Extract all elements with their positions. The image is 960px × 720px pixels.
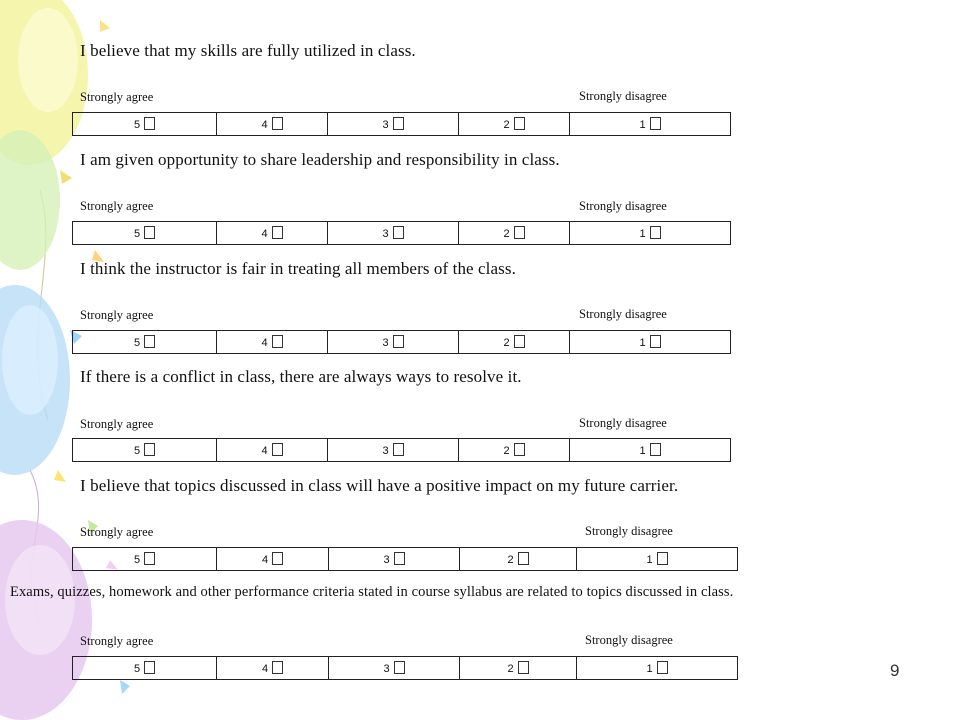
question-text: I am given opportunity to share leadership and responsibility in class. [80,150,560,169]
checkbox[interactable] [518,661,529,674]
strongly-disagree-label: Strongly disagree [579,307,667,321]
strongly-disagree-label: Strongly disagree [585,633,673,647]
option-label: 3 [382,337,389,349]
option-label: 4 [261,228,268,240]
option-label: 1 [646,554,653,566]
option-5[interactable] [73,548,217,571]
rating-scale [72,330,731,354]
option-label: 5 [133,663,141,675]
option-1[interactable] [577,657,738,680]
option-label: 2 [507,663,514,675]
option-4[interactable] [217,657,329,680]
option-4[interactable] [217,439,328,462]
strongly-disagree-label: Strongly disagree [579,416,667,430]
checkbox[interactable] [650,117,661,130]
option-4[interactable] [217,331,328,354]
option-1[interactable] [570,113,731,136]
checkbox[interactable] [393,443,404,456]
option-5[interactable] [73,222,217,245]
checkbox[interactable] [393,335,404,348]
checkbox[interactable] [518,552,529,565]
option-3[interactable] [329,657,460,680]
checkbox[interactable] [393,117,404,130]
checkbox[interactable] [514,226,525,239]
option-label: 1 [646,663,653,675]
checkbox[interactable] [144,552,155,565]
checkbox[interactable] [650,335,661,348]
option-1[interactable] [570,439,731,462]
strongly-disagree-label: Strongly disagree [579,199,667,213]
option-3[interactable] [328,331,459,354]
option-4[interactable] [217,222,328,245]
checkbox[interactable] [650,443,661,456]
checkbox[interactable] [144,226,155,239]
question-text: I think the instructor is fair in treating all members of the class. [80,259,516,278]
option-2[interactable] [460,657,577,680]
question-text: Exams, quizzes, homework and other performance criteria stated in course syllabus are related to topics discussed in class. [10,584,734,600]
checkbox[interactable] [394,552,405,565]
checkbox[interactable] [272,335,283,348]
checkbox[interactable] [144,443,155,456]
checkbox[interactable] [272,226,283,239]
checkbox[interactable] [272,552,283,565]
strongly-agree-label: Strongly agree [80,417,154,431]
option-2[interactable] [460,548,577,571]
option-5[interactable] [73,331,217,354]
page-number: 9 [890,661,900,680]
option-label: 4 [261,119,268,131]
rating-scale [72,112,731,136]
checkbox[interactable] [514,117,525,130]
question-text: I believe that my skills are fully utilized in class. [80,41,416,60]
rating-scale [72,221,731,245]
checkbox[interactable] [144,661,155,674]
checkbox[interactable] [650,226,661,239]
question-text: I believe that topics discussed in class will have a positive impact on my future carrier. [80,476,679,495]
option-2[interactable] [459,222,570,245]
checkbox[interactable] [393,226,404,239]
option-label: 1 [639,445,646,457]
question-text: If there is a conflict in class, there are always ways to resolve it. [80,367,522,386]
option-label: 3 [382,228,389,240]
option-1[interactable] [570,331,731,354]
option-5[interactable] [73,657,217,680]
option-label: 1 [639,228,646,240]
rating-scale [72,656,738,680]
option-label: 3 [382,445,389,457]
option-label: 1 [639,119,646,131]
option-label: 5 [133,228,141,240]
checkbox[interactable] [657,552,668,565]
option-label: 5 [133,337,141,349]
option-label: 2 [503,119,510,131]
option-label: 5 [133,445,141,457]
strongly-agree-label: Strongly agree [80,199,154,213]
option-label: 4 [261,663,269,675]
option-5[interactable] [73,439,217,462]
checkbox[interactable] [657,661,668,674]
option-label: 3 [383,663,390,675]
option-1[interactable] [570,222,731,245]
checkbox[interactable] [144,117,155,130]
strongly-agree-label: Strongly agree [80,308,154,322]
option-label: 2 [507,554,514,566]
checkbox[interactable] [514,443,525,456]
option-3[interactable] [328,113,459,136]
checkbox[interactable] [144,335,155,348]
option-label: 1 [639,337,646,349]
option-label: 4 [261,337,268,349]
option-1[interactable] [577,548,738,571]
option-label: 2 [503,337,510,349]
checkbox[interactable] [272,443,283,456]
option-label: 2 [503,445,510,457]
rating-scale [72,438,731,462]
checkbox[interactable] [272,661,283,674]
option-4[interactable] [217,548,329,571]
option-label: 5 [133,119,141,131]
option-3[interactable] [329,548,460,571]
checkbox[interactable] [394,661,405,674]
checkbox[interactable] [272,117,283,130]
option-label: 3 [382,119,389,131]
option-2[interactable] [459,113,570,136]
option-3[interactable] [328,222,459,245]
option-label: 3 [383,554,390,566]
option-2[interactable] [459,331,570,354]
option-4[interactable] [217,113,328,136]
option-label: 2 [503,228,510,240]
checkbox[interactable] [514,335,525,348]
option-label: 4 [261,445,268,457]
option-label: 4 [261,554,269,566]
strongly-agree-label: Strongly agree [80,634,154,648]
rating-scale [72,547,738,571]
option-label: 5 [133,554,141,566]
strongly-agree-label: Strongly agree [80,525,154,539]
strongly-disagree-label: Strongly disagree [579,89,667,103]
strongly-agree-label: Strongly agree [80,90,154,104]
strongly-disagree-label: Strongly disagree [585,524,673,538]
option-2[interactable] [459,439,570,462]
option-5[interactable] [73,113,217,136]
option-3[interactable] [328,439,459,462]
